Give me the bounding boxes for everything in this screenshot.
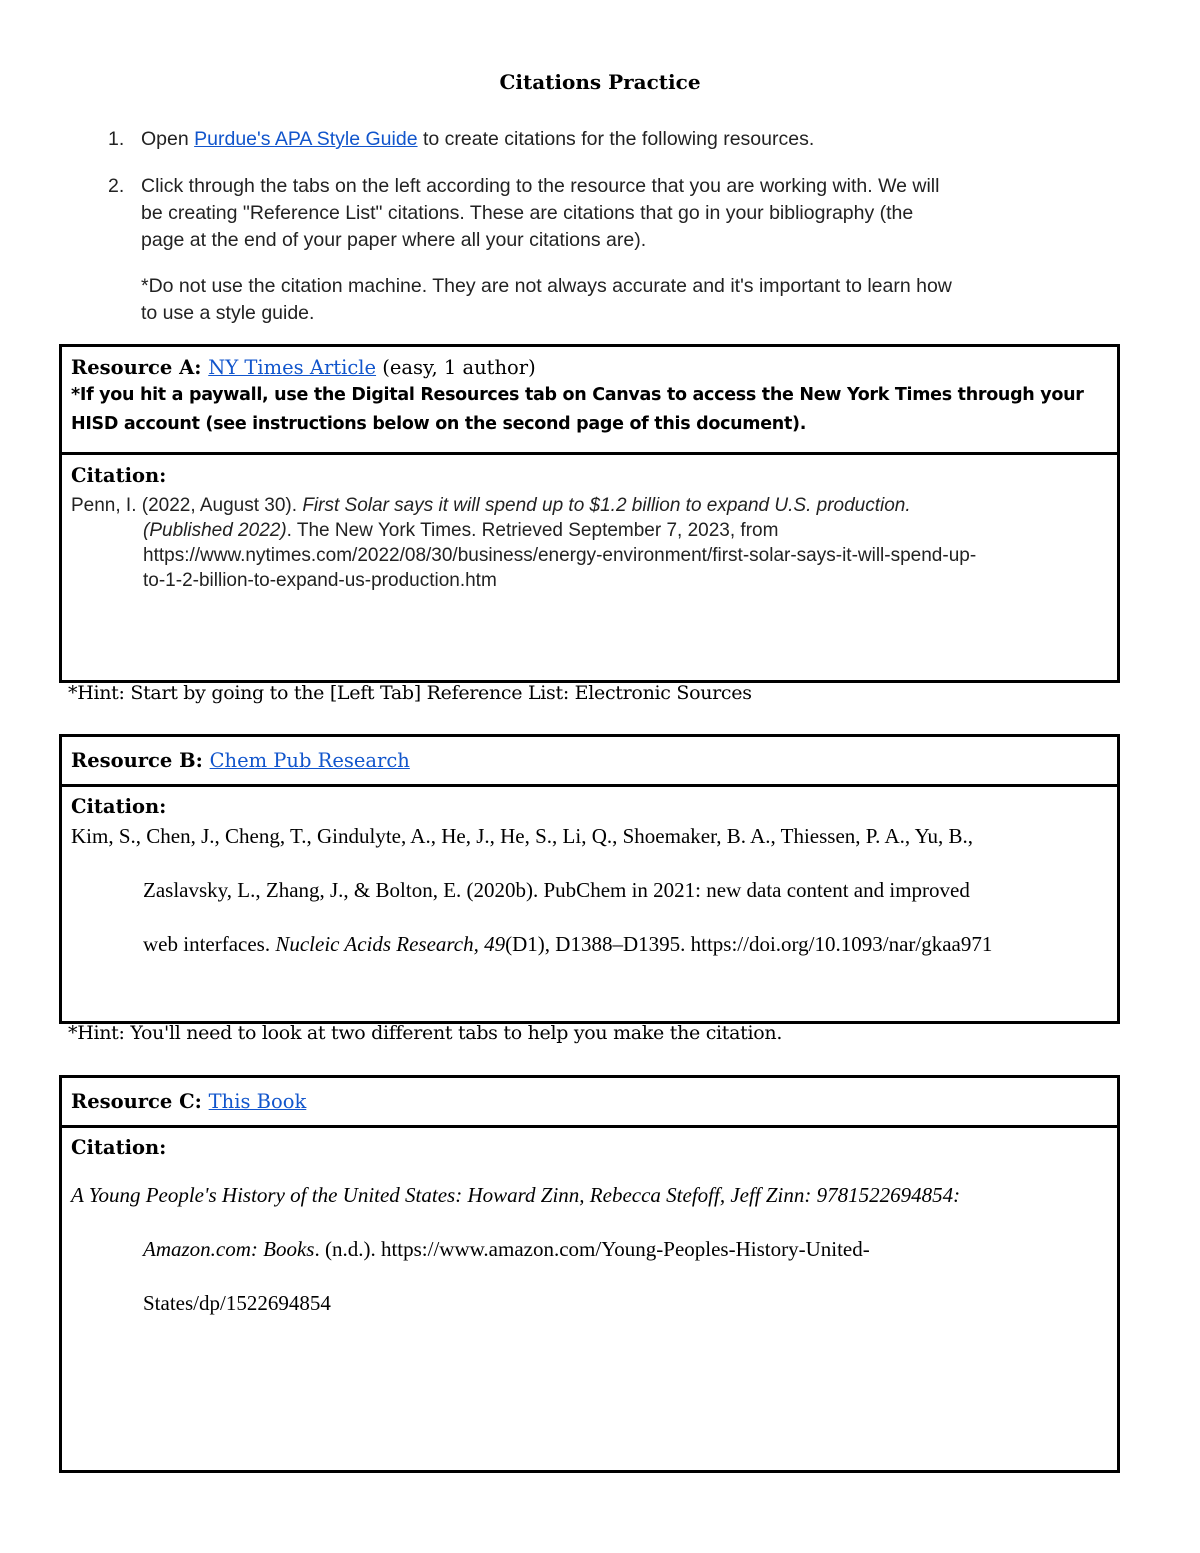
chem-pub-link[interactable]: Chem Pub Research (209, 749, 410, 772)
resource-a-header: Resource A: NY Times Article (easy, 1 author) *If you hit a paywall, use the Digital Resources tab on Canvas to access the New York Times through your HISD account (see instructions below on the second page of this document). (62, 347, 1117, 455)
citation-label: Citation: (71, 1136, 167, 1159)
step-number: 2. (108, 175, 125, 197)
resource-b-box (59, 734, 1120, 1024)
step-note: *Do not use the citation machine. They are not always accurate and it's important to learn how (141, 275, 952, 297)
citation-text: Kim, S., Chen, J., Cheng, T., Gindulyte, A., He, J., He, S., Li, Q., Shoemaker, B. A., Thiessen, P. A., Yu, B., Zaslavsky, L., Zhang, J., & Bolton, E. (2020b). PubChem in 2021: new data content and improved web interfaces. Nucleic Acids Research, 49(D1), D1388–D1395. https://doi.org/10.1093/nar/gkaa971 (71, 824, 993, 956)
resource-a-hint: *Hint: Start by going to the [Left Tab] Reference List: Electronic Sources (68, 682, 752, 704)
citation-text: Penn, I. (2022, August 30). First Solar says it will spend up to $1.2 billion to expand U.S. production. (Published 2022). The New York Times. Retrieved September 7, 2023, from https://www.nytimes.com/2022/08/30/business/energy-environment/first-solar-says-it-will-spend-up- to-1-2-billion-to-expand-us-production.htm (71, 495, 977, 591)
resource-a-citation (62, 455, 1117, 597)
purdue-apa-link[interactable]: Purdue's APA Style Guide (194, 128, 418, 150)
resource-c-citation (62, 1128, 1117, 1334)
resource-b-header (62, 737, 1117, 787)
this-book-link[interactable]: This Book (208, 1090, 307, 1113)
page-title: Citations Practice (499, 70, 701, 94)
step-number: 1. (108, 128, 125, 150)
paywall-note: *If you hit a paywall, use the Digital Resources tab on Canvas to access the New York Times through your HISD account (see instructions below on the second page of this document). (71, 385, 1084, 434)
citation-text: A Young People's History of the United States: Howard Zinn, Rebecca Stefoff, Jeff Zinn: 9781522694854: Amazon.com: Books. (n.d.). https://www.amazon.com/Young-Peoples-History-United- States/dp/1522694854 (71, 1183, 961, 1315)
step-text: Click through the tabs on the left according to the resource that you are working with. We will be creating "Reference List" citations. These are citations that go in your bibliography (the page at the end of your paper where all your citations are). *Do not use the citation machine. They are not always accurate and it's important to learn how to use a style guide. (141, 173, 1126, 327)
resource-a-label: Resource A: (71, 356, 202, 379)
resource-b-citation (62, 787, 1117, 975)
ny-times-link[interactable]: NY Times Article (208, 356, 377, 379)
resource-c-box (59, 1075, 1120, 1473)
step-note: to use a style guide. (141, 302, 315, 324)
citation-label: Citation: (71, 464, 167, 487)
resource-b-hint: *Hint: You'll need to look at two different tabs to help you make the citation. (68, 1022, 783, 1044)
resource-c-label: Resource C: (71, 1090, 202, 1113)
resource-a-box (59, 344, 1120, 683)
citation-label: Citation: (71, 795, 167, 818)
resource-c-header (62, 1078, 1117, 1128)
resource-b-label: Resource B: (71, 749, 203, 772)
step-text: Open Purdue's APA Style Guide to create citations for the following resources. (141, 128, 815, 150)
